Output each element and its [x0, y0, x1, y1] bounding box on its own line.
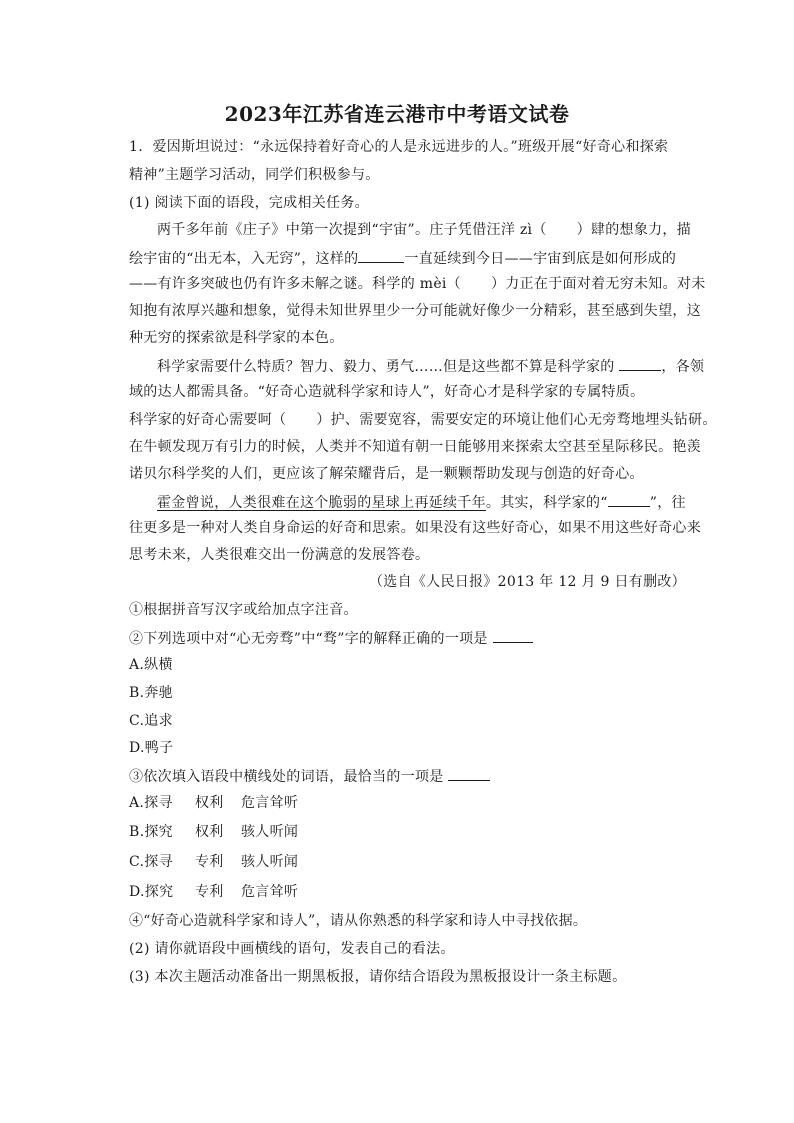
part-1-heading: (1) 阅读下面的语段，完成相关任务。: [129, 195, 369, 211]
fill-blank-1[interactable]: [358, 248, 404, 263]
option-word: 权利: [195, 795, 224, 811]
option-word: 危言耸听: [241, 795, 299, 811]
passage-p1-line-5: 种无穷的探索欲是科学家的本色。: [129, 330, 344, 346]
passage-p2-line-3: [129, 411, 717, 429]
passage-text: ——有许多突破也仍有许多未解之谜。科学的 mèi（: [129, 276, 461, 292]
passage-text: 科学家需要什么特质？智力、毅力、勇气……但是这些都不算是科学家的: [157, 359, 615, 375]
passage-text: ）护、需要宽容，需要安定的环境让他们心无旁骛地埋头钻研。: [316, 412, 717, 428]
option-label: B.探究: [129, 824, 173, 840]
passage-text: 两千多年前《庄子》中第一次提到“宇宙”。庄子凭借汪洋 zì（: [157, 222, 547, 238]
option-word: 专利: [195, 854, 224, 870]
passage-text: ，各领: [661, 359, 705, 375]
passage-text: 绘宇宙的“出无本，入无窍”，这样的: [129, 251, 359, 267]
option-label: D.探究: [129, 884, 174, 900]
passage-p2-line-2: 域的达人都需具备。“好奇心造就科学家和诗人”，好奇心才是科学家的专属特质。: [129, 384, 645, 400]
part-3: (3) 本次主题活动准备出一期黑板报，请你结合语段为黑板报设计一条主标题。: [129, 969, 627, 985]
option-label: C.探寻: [129, 854, 173, 870]
task-text: ③依次填入语段中横线处的词语，最恰当的一项是: [129, 769, 444, 785]
passage-text: 。其实，科学家的“: [485, 495, 608, 511]
page-title: 2023年江苏省连云港市中考语文试卷: [224, 102, 570, 126]
option-word: 骇人听闻: [241, 854, 299, 870]
option-label: A.探寻: [129, 795, 173, 811]
option-word: 骇人听闻: [241, 824, 299, 840]
passage-p2-line-1: [157, 356, 717, 376]
option-word: 权利: [195, 824, 224, 840]
passage-p1-line-3: [129, 275, 706, 293]
option-d[interactable]: D.鸭子: [129, 740, 174, 756]
part-2: (2) 请你就语段中画横线的语句，发表自己的看法。: [129, 941, 455, 957]
fill-blank-2[interactable]: [619, 356, 661, 371]
passage-p2-line-4: 在牛顿发现万有引力的时候，人类并不知道有朝一日能够用来探索太空甚至星际移民。艳羡: [129, 439, 701, 455]
task-3: [129, 766, 689, 786]
passage-p1-line-1: [157, 221, 717, 239]
task-2: [129, 628, 689, 648]
task-3-option-d[interactable]: [129, 883, 689, 901]
task-text: ②下列选项中对“心无旁骛”中“骛”字的解释正确的一项是: [129, 631, 488, 647]
answer-blank-task-3[interactable]: [448, 766, 490, 781]
task-4: ④“好奇心造就科学家和诗人”，请从你熟悉的科学家和诗人中寻找依据。: [129, 913, 588, 929]
source-citation: （选自《人民日报》2013 年 12 月 9 日有删改）: [368, 574, 686, 590]
option-word: 专利: [195, 884, 224, 900]
task-3-option-c[interactable]: [129, 853, 689, 871]
question-number: 1.: [129, 139, 143, 155]
passage-text: 科学家的好奇心需要呵（: [129, 412, 287, 428]
passage-p1-line-2: [129, 248, 689, 268]
option-c[interactable]: C.追求: [129, 713, 173, 729]
passage-p3-line-1: [157, 492, 717, 512]
intro-text: 爱因斯坦说过：“永远保持着好奇心的人是永远进步的人。”班级开展“好奇心和探索: [152, 139, 669, 155]
passage-text: 一直延续到今日——宇宙到底是如何形成的: [404, 251, 677, 267]
option-b[interactable]: B.奔驰: [129, 685, 173, 701]
passage-text: ）肆的想象力，描: [576, 222, 692, 238]
passage-p3-line-2: 往更多是一种对人类自身命运的好奇和思索。如果没有这些好奇心，如果不用这些好奇心来: [129, 520, 701, 536]
answer-blank-task-2[interactable]: [493, 628, 533, 643]
fill-blank-3[interactable]: [608, 492, 650, 507]
question-1-intro-line-2: 精神”主题学习活动，同学们积极参与。: [129, 167, 380, 183]
passage-text: ）力正在于面对着无穷未知。对未: [491, 276, 706, 292]
option-word: 危言耸听: [241, 884, 299, 900]
task-3-option-b[interactable]: [129, 823, 689, 841]
passage-p2-line-5: 诺贝尔科学奖的人们，更应该了解荣耀背后，是一颗颗帮助发现与创造的好奇心。: [129, 466, 644, 482]
underlined-sentence: 霍金曾说，人类很难在这个脆弱的星球上再延续千年: [157, 495, 486, 511]
passage-p3-line-3: 思考未来，人类很难交出一份满意的发展答卷。: [129, 547, 430, 563]
question-1-intro-line-1: [129, 138, 689, 156]
task-1: ①根据拼音写汉字或给加点字注音。: [129, 602, 358, 618]
passage-text: ”，往: [649, 495, 686, 511]
option-a[interactable]: A.纵横: [129, 657, 173, 673]
task-3-option-a[interactable]: [129, 794, 689, 812]
passage-p1-line-4: 知抱有浓厚兴趣和想象，觉得未知世界里少一分可能就好像少一分精彩，甚至感到失望，这: [129, 303, 701, 319]
